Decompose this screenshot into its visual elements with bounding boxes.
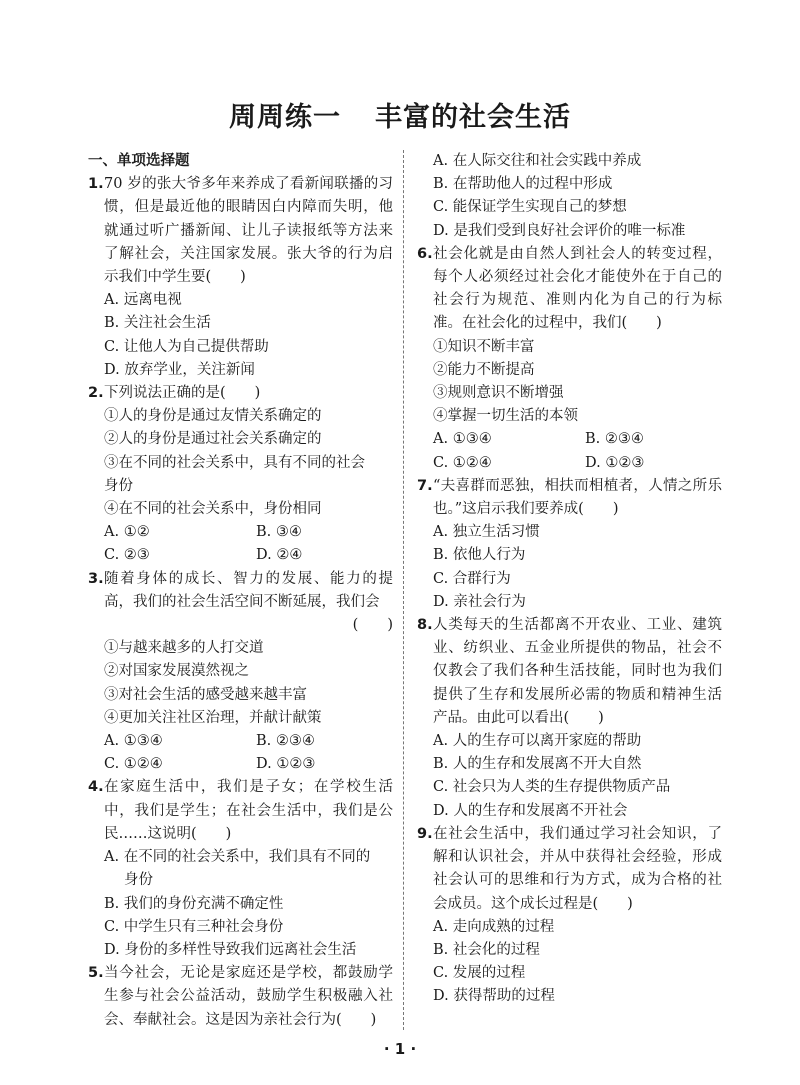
option-a: A. ①② bbox=[104, 524, 150, 541]
page-title bbox=[0, 95, 800, 134]
q5-option-b: B. 在帮助他人的过程中形成 bbox=[433, 176, 613, 193]
option-a: A. 远离电视 bbox=[104, 292, 182, 309]
statement-3: ③对社会生活的感受越来越丰富 bbox=[104, 686, 307, 703]
column-divider bbox=[403, 150, 404, 1030]
question-number: 1. bbox=[88, 176, 104, 193]
option-c: C. ②③ bbox=[104, 547, 150, 564]
answer-blank: ( ) bbox=[352, 617, 393, 634]
question-9 bbox=[417, 823, 722, 916]
options-grid bbox=[88, 730, 393, 776]
title-sub: 丰富的社会生活 bbox=[375, 102, 571, 133]
question-stem: 下列说法正确的是( ) bbox=[104, 385, 261, 402]
option-c: C. 让他人为自己提供帮助 bbox=[104, 338, 269, 355]
question-number: 3. bbox=[88, 570, 104, 587]
option-a: A. 走向成熟的过程 bbox=[433, 918, 555, 935]
option-b: B. ③④ bbox=[256, 524, 302, 541]
option-c: C. 中学生只有三种社会身份 bbox=[104, 918, 284, 935]
q5-option-c: C. 能保证学生实现自己的梦想 bbox=[433, 199, 627, 216]
option-d: D. ①②③ bbox=[256, 756, 316, 773]
option-b: B. 依他人行为 bbox=[433, 547, 526, 564]
question-1 bbox=[88, 173, 393, 289]
question-stem: 随着身体的成长、智力的发展、能力的提高，我们的社会生活空间不断延展，我们会 bbox=[104, 570, 393, 610]
option-c: C. 合群行为 bbox=[433, 570, 511, 587]
statement-2: ②对国家发展漠然视之 bbox=[104, 663, 249, 680]
question-number: 9. bbox=[417, 825, 433, 842]
question-stem: 社会化就是由自然人到社会人的转变过程，每个人必须经过社会化才能使外在于自己的社会行为规范、准则内化为自己的行为标准。在社会化的过程中，我们( ) bbox=[433, 245, 722, 332]
statement-3: ③在不同的社会关系中，具有不同的社会 bbox=[104, 454, 365, 471]
option-b: B. ②③④ bbox=[585, 431, 644, 448]
options-grid bbox=[417, 428, 722, 474]
page-number: · 1 · bbox=[383, 1040, 417, 1058]
question-number: 7. bbox=[417, 477, 433, 494]
question-stem: 人类每天的生活都离不开农业、工业、建筑业、纺织业、五金业所提供的物品，社会不仅教会了我们各种生活技能，同时也为我们提供了生存和发展所必需的物质和精神生活产品。由此可以看出( ) bbox=[433, 617, 722, 726]
option-d: D. 人的生存和发展离不开社会 bbox=[433, 802, 628, 819]
option-b: B. 人的生存和发展离不开大自然 bbox=[433, 756, 642, 773]
option-c: C. 社会只为人类的生存提供物质产品 bbox=[433, 779, 671, 796]
option-d: D. ②④ bbox=[256, 547, 303, 564]
option-d: D. 身份的多样性导致我们远离社会生活 bbox=[104, 941, 357, 958]
question-4 bbox=[88, 776, 393, 846]
question-number: 4. bbox=[88, 779, 104, 796]
question-3 bbox=[88, 568, 393, 638]
statement-2: ②人的身份是通过社会关系确定的 bbox=[104, 431, 322, 448]
right-column bbox=[417, 150, 722, 1009]
option-b: B. 社会化的过程 bbox=[433, 941, 540, 958]
statement-3-continued: 身份 bbox=[104, 477, 133, 494]
option-a: A. 独立生活习惯 bbox=[433, 524, 540, 541]
question-stem: 70 岁的张大爷多年来养成了看新闻联播的习惯，但是最近他的眼睛因白内障而失明，他就通过听广播新闻、让儿子读报纸等方法来了解社会，关注国家发展。张大爷的行为启示我们中学生要( ) bbox=[104, 176, 393, 286]
option-b: B. 我们的身份充满不确定性 bbox=[104, 895, 284, 912]
option-a: A. ①③④ bbox=[433, 431, 492, 448]
statement-3: ③规则意识不断增强 bbox=[433, 385, 564, 402]
question-stem: 在社会生活中，我们通过学习社会知识，了解和认识社会，并从中获得社会经验，形成社会认可的思维和行为方式，成为合格的社会成员。这个成长过程是( ) bbox=[433, 825, 722, 912]
question-5 bbox=[88, 962, 393, 1032]
option-c: C. 发展的过程 bbox=[433, 965, 526, 982]
option-a: A. 在不同的社会关系中，我们具有不同的 bbox=[104, 849, 371, 866]
question-7 bbox=[417, 475, 722, 521]
left-column bbox=[88, 150, 393, 1032]
question-number: 8. bbox=[417, 617, 433, 634]
statement-4: ④更加关注社区治理，并献计献策 bbox=[104, 709, 322, 726]
question-number: 5. bbox=[88, 965, 104, 982]
statement-1: ①人的身份是通过友情关系确定的 bbox=[104, 408, 322, 425]
statement-1: ①与越来越多的人打交道 bbox=[104, 640, 264, 657]
option-c: C. ①②④ bbox=[433, 454, 492, 471]
option-a: A. ①③④ bbox=[104, 733, 163, 750]
question-number: 2. bbox=[88, 385, 104, 402]
question-stem: 当今社会，无论是家庭还是学校，都鼓励学生参与社会公益活动，鼓励学生积极融入社会、奉献社会。这是因为亲社会行为( ) bbox=[104, 965, 393, 1028]
q5-option-a: A. 在人际交往和社会实践中养成 bbox=[433, 153, 642, 169]
option-d: D. ①②③ bbox=[585, 454, 645, 471]
statement-2: ②能力不断提高 bbox=[433, 361, 535, 378]
option-d: D. 放弃学业，关注新闻 bbox=[104, 361, 255, 378]
question-8 bbox=[417, 614, 722, 730]
section-heading: 一、单项选择题 bbox=[88, 153, 190, 169]
question-stem: “夫喜群而恶独，相扶而相植者，人情之所乐也。”这启示我们要养成( ) bbox=[433, 477, 722, 518]
question-stem: 在家庭生活中，我们是子女；在学校生活中，我们是学生；在社会生活中，我们是公民……这说明( ) bbox=[104, 779, 393, 842]
statement-4: ④在不同的社会关系中，身份相同 bbox=[104, 501, 322, 518]
question-6 bbox=[417, 243, 722, 336]
option-b: B. 关注社会生活 bbox=[104, 315, 211, 332]
title-main: 周周练一 bbox=[229, 102, 341, 133]
question-2 bbox=[88, 382, 393, 405]
option-b: B. ②③④ bbox=[256, 733, 315, 750]
options-grid bbox=[88, 521, 393, 567]
option-a: A. 人的生存可以离开家庭的帮助 bbox=[433, 733, 642, 750]
option-a-continued: 身份 bbox=[124, 872, 153, 889]
question-number: 6. bbox=[417, 245, 433, 262]
statement-4: ④掌握一切生活的本领 bbox=[433, 408, 578, 425]
option-d: D. 亲社会行为 bbox=[433, 593, 526, 610]
q5-option-d: D. 是我们受到良好社会评价的唯一标准 bbox=[433, 222, 686, 239]
option-c: C. ①②④ bbox=[104, 756, 163, 773]
statement-1: ①知识不断丰富 bbox=[433, 338, 535, 355]
option-d: D. 获得帮助的过程 bbox=[433, 988, 555, 1005]
